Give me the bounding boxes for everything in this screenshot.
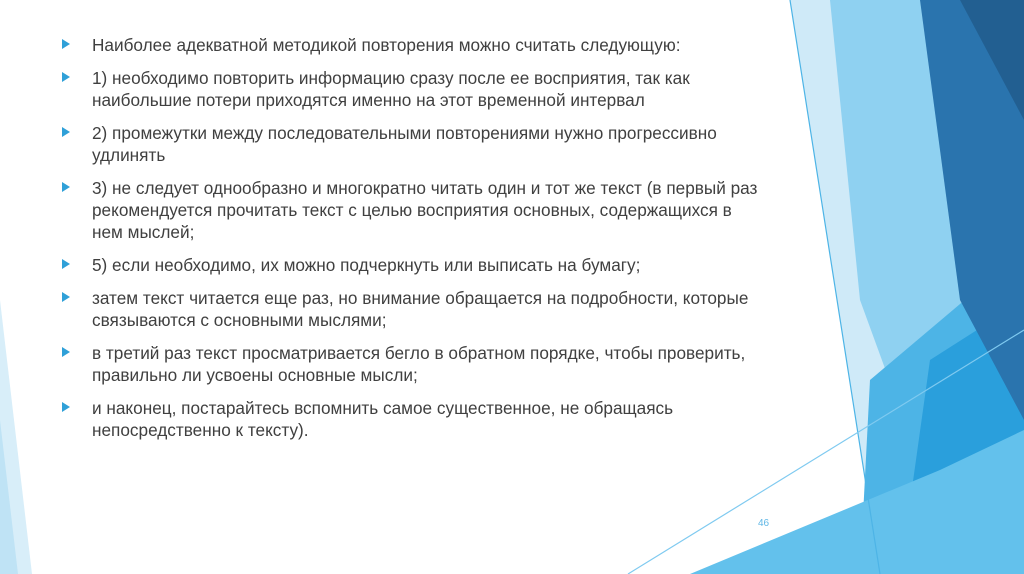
bullet-text: 2) промежутки между последовательными повторениями нужно прогрессивно удлинять [92, 123, 717, 165]
triangle-bullet-icon [62, 347, 70, 357]
bullet-text: Наиболее адекватной методикой повторения можно считать следующую: [92, 35, 681, 55]
list-item [62, 397, 762, 441]
triangle-bullet-icon [62, 292, 70, 302]
bullet-list [62, 34, 762, 441]
bullet-text: 5) если необходимо, их можно подчеркнуть или выписать на бумагу; [92, 255, 641, 275]
bullet-text: в третий раз текст просматривается бегло в обратном порядке, чтобы проверить, правильно ли усвоены основные мысли; [92, 343, 746, 385]
content-area [62, 34, 762, 452]
list-item [62, 122, 762, 166]
triangle-bullet-icon [62, 72, 70, 82]
bullet-text: 1) необходимо повторить информацию сразу после ее восприятия, так как наибольшие потери приходятся именно на этот временной интервал [92, 68, 690, 110]
bullet-text: и наконец, постарайтесь вспомнить самое существенное, не обращаясь непосредственно к тексту). [92, 398, 674, 440]
slide-number: 46 [758, 518, 770, 529]
list-item [62, 34, 762, 56]
list-item [62, 287, 762, 331]
bullet-text: 3) не следует однообразно и многократно читать один и тот же текст (в первый раз рекомендуется прочитать текст с целью восприятия основных, содержащихся в нем мыслей; [92, 178, 758, 242]
list-item [62, 342, 762, 386]
list-item [62, 177, 762, 243]
triangle-bullet-icon [62, 259, 70, 269]
triangle-bullet-icon [62, 402, 70, 412]
list-item [62, 67, 762, 111]
triangle-bullet-icon [62, 39, 70, 49]
triangle-bullet-icon [62, 127, 70, 137]
list-item [62, 254, 762, 276]
bullet-text: затем текст читается еще раз, но внимание обращается на подробности, которые связываются с основными мыслями; [92, 288, 749, 330]
triangle-bullet-icon [62, 182, 70, 192]
